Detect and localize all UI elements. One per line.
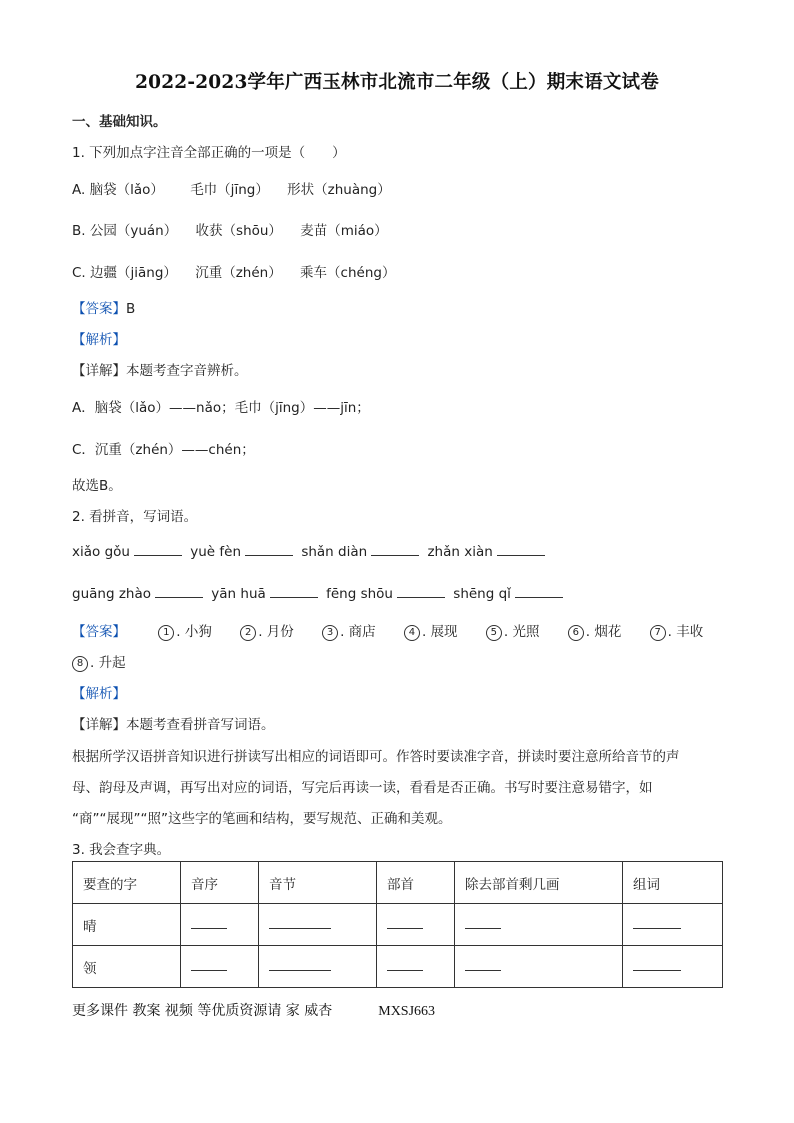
answer-number: 1	[158, 625, 174, 641]
pinyin-item: zhǎn xiàn	[427, 544, 493, 560]
detail-tag: 【详解】	[72, 717, 126, 733]
q1-option-a	[72, 178, 391, 198]
table-header: 音节	[259, 862, 377, 904]
q1-detail	[72, 359, 248, 379]
table-cell-blank	[259, 946, 377, 988]
table-row	[73, 904, 723, 946]
answer-tag: 【答案】	[72, 624, 126, 640]
answer-blank	[371, 542, 419, 556]
q2-detail	[72, 713, 275, 733]
table-header: 组词	[623, 862, 723, 904]
q2-pinyin-row-2	[72, 584, 567, 602]
answer-item: 1 . 小狗	[158, 620, 212, 641]
q2-paragraph-1: 根据所学汉语拼音知识进行拼读写出相应的词语即可。作答时要读准字音，拼读时要注意所给音节的声	[72, 749, 680, 765]
answer-word: 丰收	[676, 624, 704, 640]
option-item: 公园（yuán）	[89, 223, 178, 239]
answer-number: 7	[650, 625, 666, 641]
option-label: B.	[72, 223, 86, 239]
answer-number: 4	[404, 625, 420, 641]
option-item: 麦苗（miáo）	[300, 223, 388, 239]
answer-word: 烟花	[594, 624, 622, 640]
answer-word: 展现	[430, 624, 458, 640]
pinyin-item: yān huā	[211, 586, 266, 602]
answer-item: 3 . 商店	[322, 620, 376, 641]
answer-item: 6 . 烟花	[568, 620, 622, 641]
option-item: 沉重（zhén）	[195, 265, 282, 281]
pinyin-item: shǎn diàn	[301, 544, 368, 560]
answer-item: 2 . 月份	[240, 620, 294, 641]
q1-explain-a: A．脑袋（lǎo）——nǎo；毛巾（jīng）——jīn；	[72, 400, 370, 416]
answer-number: 3	[322, 625, 338, 641]
answer-word: 月份	[266, 624, 294, 640]
table-cell-char: 领	[73, 946, 181, 988]
table-header: 除去部首剩几画	[455, 862, 623, 904]
option-item: 乘车（chéng）	[300, 265, 396, 281]
answer-tag: 【答案】	[72, 301, 126, 317]
detail-tag: 【详解】	[72, 363, 126, 379]
table-cell-blank	[181, 904, 259, 946]
answer-number: 5	[486, 625, 502, 641]
table-cell-blank	[623, 904, 723, 946]
q2-answer	[72, 620, 703, 641]
option-item: 形状（zhuàng）	[287, 182, 391, 198]
pinyin-item: xiǎo gǒu	[72, 544, 130, 560]
option-item: 毛巾（jīng）	[190, 182, 269, 198]
detail-text: 本题考查字音辨析。	[126, 363, 248, 379]
answer-blank	[397, 584, 445, 598]
q2-paragraph-3: “商”“展现”“照”这些字的笔画和结构，要写规范、正确和美观。	[72, 811, 452, 827]
answer-word: 小狗	[184, 624, 212, 640]
q1-stem: 1. 下列加点字注音全部正确的一项是（ ）	[72, 145, 346, 161]
answer-value: B	[126, 301, 136, 317]
answer-blank	[155, 584, 203, 598]
table-cell-blank	[623, 946, 723, 988]
pinyin-item: shēng qǐ	[453, 586, 511, 602]
answer-blank	[515, 584, 563, 598]
pinyin-item: yuè fèn	[190, 544, 242, 560]
answer-blank	[134, 542, 182, 556]
footer-watermark	[72, 1000, 435, 1020]
q1-conclusion: 故选B。	[72, 478, 122, 494]
answer-item: 7 . 丰收	[650, 620, 704, 641]
table-cell-blank	[259, 904, 377, 946]
q2-pinyin-row-1	[72, 542, 549, 560]
option-label: A.	[72, 182, 86, 198]
option-label: C.	[72, 265, 86, 281]
q2-paragraph-2: 母、韵母及声调，再写出对应的词语，写完后再读一读，看看是否正确。书写时要注意易错字，如	[72, 780, 653, 796]
section-heading: 一、基础知识。	[72, 114, 167, 130]
table-row	[73, 946, 723, 988]
table-header: 部首	[377, 862, 455, 904]
footer-code: MXSJ663	[378, 1004, 436, 1019]
answer-word: 光照	[512, 624, 540, 640]
answer-item: 4 . 展现	[404, 620, 458, 641]
answer-blank	[497, 542, 545, 556]
table-cell-blank	[377, 946, 455, 988]
q1-answer	[72, 297, 135, 317]
q1-option-b	[72, 219, 388, 239]
answer-item: 8 . 升起	[72, 651, 126, 672]
table-cell-char: 晴	[73, 904, 181, 946]
q3-stem: 3. 我会查字典。	[72, 842, 171, 858]
answer-number: 2	[240, 625, 256, 641]
q2-analysis-tag: 【解析】	[72, 686, 126, 702]
q2-answer-cont	[72, 651, 126, 672]
answer-word: 升起	[98, 655, 126, 671]
answer-number: 8	[72, 656, 88, 672]
answer-item: 5 . 光照	[486, 620, 540, 641]
q1-analysis-tag: 【解析】	[72, 332, 126, 348]
q1-option-c	[72, 261, 395, 281]
pinyin-item: guāng zhào	[72, 586, 151, 602]
table-header: 要查的字	[73, 862, 181, 904]
answer-blank	[245, 542, 293, 556]
table-cell-blank	[181, 946, 259, 988]
footer-text: 更多课件 教案 视频 等优质资源请 家 威杏	[72, 1003, 333, 1019]
answer-blank	[270, 584, 318, 598]
detail-text: 本题考查看拼音写词语。	[126, 717, 275, 733]
table-header: 音序	[181, 862, 259, 904]
table-cell-blank	[377, 904, 455, 946]
table-cell-blank	[455, 904, 623, 946]
option-item: 收获（shōu）	[195, 223, 282, 239]
page-title: 2022-2023学年广西玉林市北流市二年级（上）期末语文试卷	[135, 72, 659, 93]
table-header-row	[73, 862, 723, 904]
q1-explain-c: C．沉重（zhén）——chén；	[72, 442, 255, 458]
option-item: 边疆（jiāng）	[90, 265, 177, 281]
dictionary-table	[72, 861, 723, 988]
q2-stem: 2. 看拼音，写词语。	[72, 509, 198, 525]
pinyin-item: fēng shōu	[326, 586, 393, 602]
option-item: 脑袋（lǎo）	[89, 182, 164, 198]
answer-word: 商店	[348, 624, 376, 640]
answer-number: 6	[568, 625, 584, 641]
table-cell-blank	[455, 946, 623, 988]
